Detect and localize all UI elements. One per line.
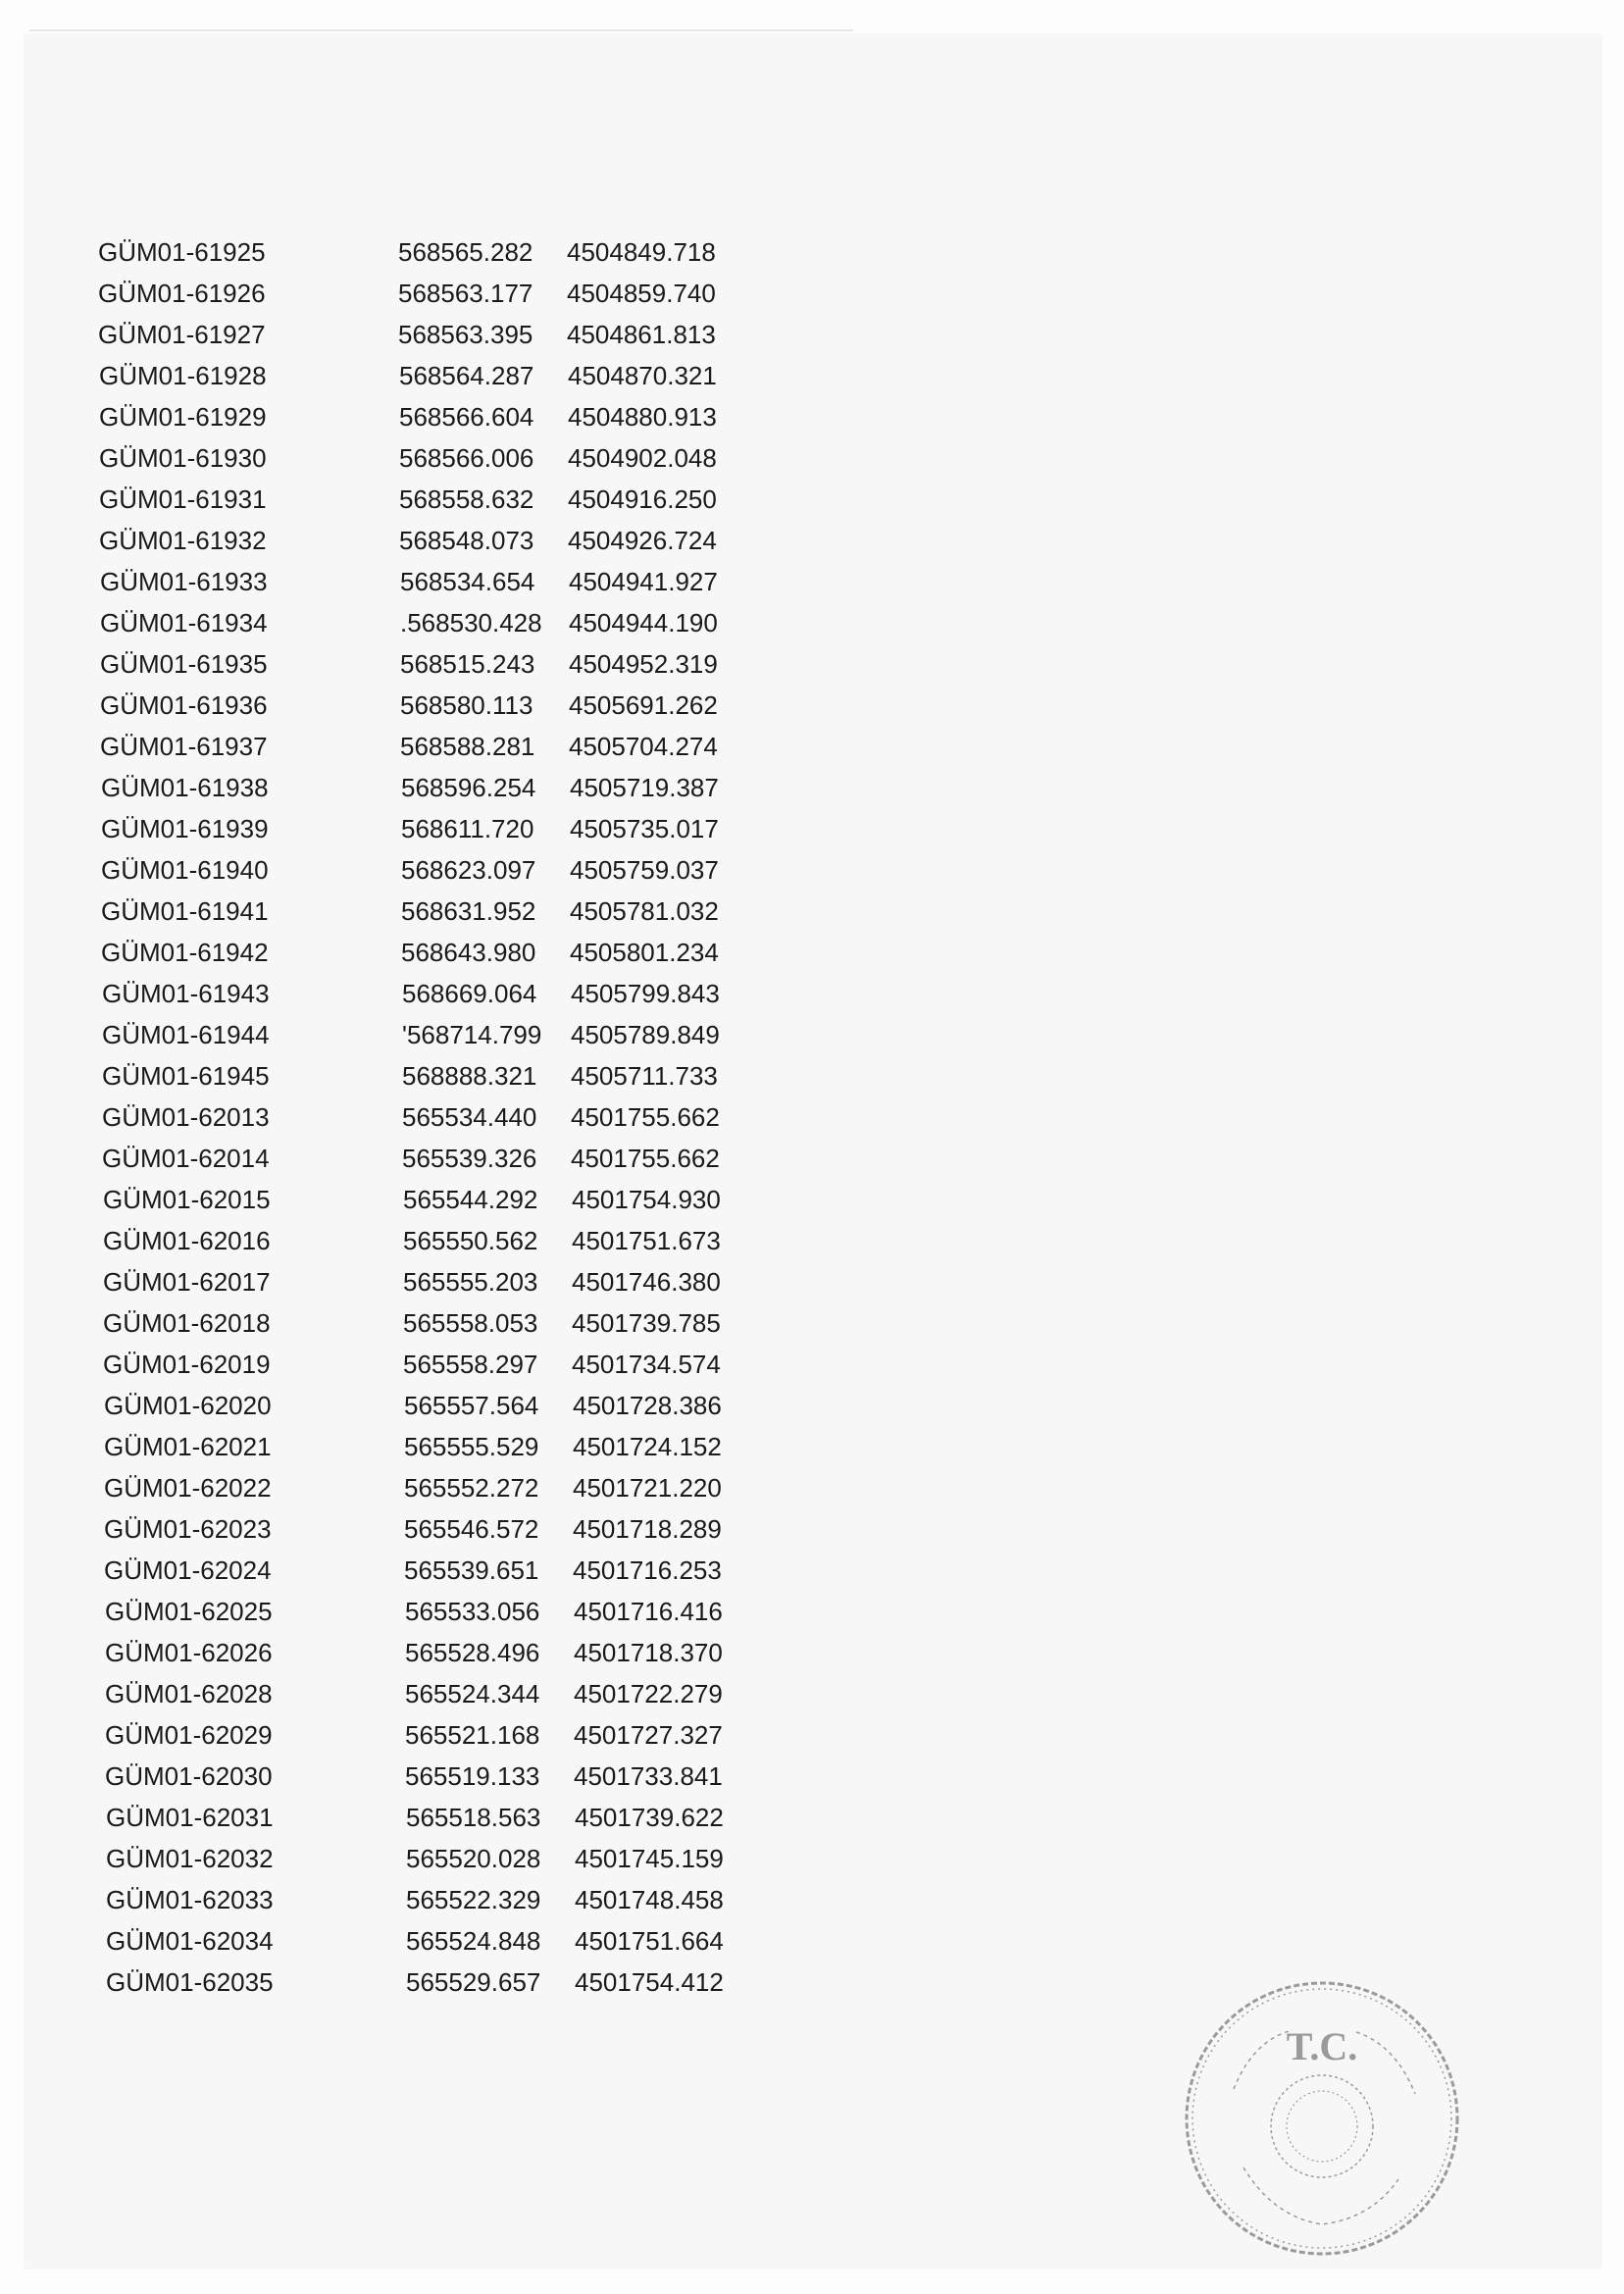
table-row <box>102 1096 808 1138</box>
point-id: GÜM01-62023 <box>104 1514 272 1544</box>
point-id: GÜM01-62013 <box>102 1102 270 1132</box>
y-coordinate: 4501739.785 <box>572 1308 721 1338</box>
point-id: GÜM01-61928 <box>99 361 267 390</box>
table-row <box>105 1591 811 1632</box>
point-id: GÜM01-62032 <box>106 1844 274 1873</box>
table-row <box>100 561 806 602</box>
x-coordinate: 568564.287 <box>399 361 534 390</box>
x-coordinate: 568669.064 <box>402 979 537 1008</box>
table-row <box>106 1838 812 1879</box>
table-row <box>104 1508 810 1550</box>
x-coordinate: 568623.097 <box>401 855 536 885</box>
point-id: GÜM01-61938 <box>101 773 269 802</box>
table-row <box>102 973 808 1014</box>
y-coordinate: 4505789.849 <box>571 1020 720 1049</box>
stamp-text: T.C. <box>1286 2024 1358 2068</box>
table-row <box>99 479 805 520</box>
table-row <box>104 1550 810 1591</box>
point-id: GÜM01-62014 <box>102 1144 270 1173</box>
x-coordinate: 565524.344 <box>405 1679 540 1708</box>
table-row <box>100 602 806 643</box>
table-row <box>98 273 804 314</box>
y-coordinate: 4501751.664 <box>575 1926 724 1956</box>
table-row <box>101 849 807 891</box>
point-id: GÜM01-62031 <box>106 1803 274 1832</box>
x-coordinate: 568515.243 <box>400 649 535 679</box>
y-coordinate: 4504944.190 <box>569 608 718 637</box>
table-row <box>103 1220 809 1261</box>
y-coordinate: 4505711.733 <box>571 1061 718 1091</box>
point-id: GÜM01-61925 <box>98 237 266 267</box>
point-id: GÜM01-61940 <box>101 855 269 885</box>
x-coordinate: 568548.073 <box>399 526 534 555</box>
y-coordinate: 4501721.220 <box>573 1473 722 1503</box>
x-coordinate: 565550.562 <box>403 1226 538 1255</box>
point-id: GÜM01-61935 <box>100 649 268 679</box>
x-coordinate: 565529.657 <box>406 1967 541 1997</box>
point-id: GÜM01-61937 <box>100 732 268 761</box>
x-coordinate: 565546.572 <box>404 1514 539 1544</box>
point-id: GÜM01-62034 <box>106 1926 274 1956</box>
y-coordinate: 4501728.386 <box>573 1391 722 1420</box>
x-coordinate: 565533.056 <box>405 1597 540 1626</box>
scan-top-edge <box>29 29 853 31</box>
x-coordinate: 568611.720 <box>401 814 534 843</box>
x-coordinate: 565524.848 <box>406 1926 541 1956</box>
y-coordinate: 4504880.913 <box>568 402 717 432</box>
point-id: GÜM01-61945 <box>102 1061 270 1091</box>
point-id: GÜM01-61927 <box>98 320 266 349</box>
y-coordinate: 4501724.152 <box>573 1432 722 1461</box>
x-coordinate: .568530.428 <box>400 608 542 637</box>
y-coordinate: 4501734.574 <box>572 1350 721 1379</box>
y-coordinate: 4501755.662 <box>571 1144 720 1173</box>
table-row <box>100 643 806 685</box>
point-id: GÜM01-62025 <box>105 1597 273 1626</box>
x-coordinate: 565555.203 <box>403 1267 538 1297</box>
x-coordinate: 568563.177 <box>398 279 533 308</box>
point-id: GÜM01-62029 <box>105 1720 273 1750</box>
table-row <box>105 1756 811 1797</box>
table-row <box>98 231 804 273</box>
point-id: GÜM01-62017 <box>103 1267 271 1297</box>
point-id: GÜM01-61943 <box>102 979 270 1008</box>
y-coordinate: 4504861.813 <box>567 320 716 349</box>
table-row <box>99 396 805 437</box>
table-row <box>103 1179 809 1220</box>
point-id: GÜM01-61942 <box>101 938 269 967</box>
x-coordinate: 568588.281 <box>400 732 535 761</box>
point-id: GÜM01-61931 <box>99 484 267 514</box>
x-coordinate: 568534.654 <box>400 567 535 596</box>
x-coordinate: 565558.053 <box>403 1308 538 1338</box>
y-coordinate: 4505801.234 <box>570 938 719 967</box>
table-row <box>101 891 807 932</box>
x-coordinate: 568563.395 <box>398 320 533 349</box>
point-id: GÜM01-62026 <box>105 1638 273 1667</box>
table-row <box>106 1920 812 1962</box>
table-row <box>102 1055 808 1096</box>
point-id: GÜM01-61936 <box>100 690 268 720</box>
point-id: GÜM01-61941 <box>101 896 269 926</box>
x-coordinate: 568566.006 <box>399 443 534 473</box>
x-coordinate: 565552.272 <box>404 1473 539 1503</box>
y-coordinate: 4501746.380 <box>572 1267 721 1297</box>
y-coordinate: 4501716.253 <box>573 1555 722 1585</box>
x-coordinate: 565522.329 <box>406 1885 541 1914</box>
x-coordinate: 565558.297 <box>403 1350 538 1379</box>
point-id: GÜM01-61939 <box>101 814 269 843</box>
y-coordinate: 4501739.622 <box>575 1803 724 1832</box>
x-coordinate: 565539.651 <box>404 1555 539 1585</box>
point-id: GÜM01-61926 <box>98 279 266 308</box>
y-coordinate: 4505719.387 <box>570 773 719 802</box>
x-coordinate: 565528.496 <box>405 1638 540 1667</box>
table-row <box>106 1797 812 1838</box>
x-coordinate: 565544.292 <box>403 1185 538 1214</box>
table-row <box>105 1632 811 1673</box>
table-row <box>103 1261 809 1302</box>
y-coordinate: 4505781.032 <box>570 896 719 926</box>
table-row <box>105 1673 811 1714</box>
y-coordinate: 4501748.458 <box>575 1885 724 1914</box>
point-id: GÜM01-62035 <box>106 1967 274 1997</box>
table-row <box>103 1302 809 1344</box>
x-coordinate: 568631.952 <box>401 896 536 926</box>
y-coordinate: 4505704.274 <box>569 732 718 761</box>
point-id: GÜM01-62018 <box>103 1308 271 1338</box>
table-row <box>99 437 805 479</box>
y-coordinate: 4501733.841 <box>574 1761 723 1791</box>
x-coordinate: 565555.529 <box>404 1432 539 1461</box>
x-coordinate: '568714.799 <box>402 1020 542 1049</box>
y-coordinate: 4504849.718 <box>567 237 716 267</box>
point-id: GÜM01-62030 <box>105 1761 273 1791</box>
table-row <box>100 685 806 726</box>
y-coordinate: 4504926.724 <box>568 526 717 555</box>
table-row <box>105 1714 811 1756</box>
x-coordinate: 565520.028 <box>406 1844 541 1873</box>
y-coordinate: 4504916.250 <box>568 484 717 514</box>
y-coordinate: 4505691.262 <box>569 690 718 720</box>
table-row <box>99 355 805 396</box>
table-row <box>100 726 806 767</box>
table-row <box>102 1138 808 1179</box>
table-row <box>103 1344 809 1385</box>
x-coordinate: 568888.321 <box>402 1061 537 1091</box>
y-coordinate: 4505735.017 <box>570 814 719 843</box>
y-coordinate: 4501754.412 <box>575 1967 724 1997</box>
table-row <box>104 1426 810 1467</box>
y-coordinate: 4501718.370 <box>574 1638 723 1667</box>
point-id: GÜM01-62022 <box>104 1473 272 1503</box>
y-coordinate: 4504859.740 <box>567 279 716 308</box>
official-seal-stamp <box>1175 1971 1469 2266</box>
y-coordinate: 4501727.327 <box>574 1720 723 1750</box>
point-id: GÜM01-61930 <box>99 443 267 473</box>
point-id: GÜM01-61933 <box>100 567 268 596</box>
point-id: GÜM01-62016 <box>103 1226 271 1255</box>
x-coordinate: 568580.113 <box>400 690 533 720</box>
table-row <box>98 314 804 355</box>
point-id: GÜM01-62021 <box>104 1432 272 1461</box>
x-coordinate: 565539.326 <box>402 1144 537 1173</box>
x-coordinate: 568566.604 <box>399 402 534 432</box>
x-coordinate: 565518.563 <box>406 1803 541 1832</box>
point-id: GÜM01-62024 <box>104 1555 272 1585</box>
x-coordinate: 568596.254 <box>401 773 536 802</box>
table-row <box>99 520 805 561</box>
y-coordinate: 4501722.279 <box>574 1679 723 1708</box>
y-coordinate: 4504870.321 <box>568 361 717 390</box>
table-row <box>106 1879 812 1920</box>
y-coordinate: 4505799.843 <box>571 979 720 1008</box>
table-row <box>106 1962 812 2003</box>
table-row <box>101 932 807 973</box>
y-coordinate: 4501745.159 <box>575 1844 724 1873</box>
y-coordinate: 4501716.416 <box>574 1597 723 1626</box>
point-id: GÜM01-62028 <box>105 1679 273 1708</box>
point-id: GÜM01-62020 <box>104 1391 272 1420</box>
y-coordinate: 4505759.037 <box>570 855 719 885</box>
y-coordinate: 4501755.662 <box>571 1102 720 1132</box>
table-row <box>102 1014 808 1055</box>
x-coordinate: 565521.168 <box>405 1720 540 1750</box>
point-id: GÜM01-62033 <box>106 1885 274 1914</box>
y-coordinate: 4501754.930 <box>572 1185 721 1214</box>
y-coordinate: 4501751.673 <box>572 1226 721 1255</box>
x-coordinate: 568643.980 <box>401 938 536 967</box>
y-coordinate: 4504941.927 <box>569 567 718 596</box>
table-row <box>101 767 807 808</box>
point-id: GÜM01-61929 <box>99 402 267 432</box>
y-coordinate: 4501718.289 <box>573 1514 722 1544</box>
point-id: GÜM01-61944 <box>102 1020 270 1049</box>
x-coordinate: 565534.440 <box>402 1102 537 1132</box>
x-coordinate: 565519.133 <box>405 1761 540 1791</box>
x-coordinate: 568558.632 <box>399 484 534 514</box>
point-id: GÜM01-61934 <box>100 608 268 637</box>
y-coordinate: 4504902.048 <box>568 443 717 473</box>
y-coordinate: 4504952.319 <box>569 649 718 679</box>
point-id: GÜM01-62019 <box>103 1350 271 1379</box>
coordinate-table <box>98 231 804 2003</box>
point-id: GÜM01-62015 <box>103 1185 271 1214</box>
table-row <box>104 1467 810 1508</box>
x-coordinate: 565557.564 <box>404 1391 539 1420</box>
table-row <box>101 808 807 849</box>
x-coordinate: 568565.282 <box>398 237 533 267</box>
point-id: GÜM01-61932 <box>99 526 267 555</box>
table-row <box>104 1385 810 1426</box>
